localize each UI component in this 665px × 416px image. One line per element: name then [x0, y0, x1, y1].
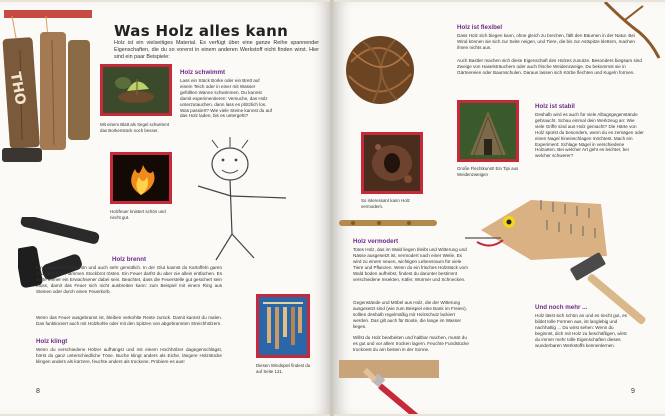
branch-illustration: [595, 2, 665, 62]
text-flexibel-2: Auch Bastler machen sich diese Eigenschaft des Holzes zunutze. Besonders biegsam sind Zweige von Haselsträuchern oder auch frische Weidenzweige. Du bekommst sie in Gärtnereien oder Baumschulen. Daraus lassen sich Körbe flechten und Kugeln formen.: [457, 58, 642, 75]
text-vermodert-3: Willst du Holz bearbeiten und haltbar machen, musst du es gut und vor allem trocken lagern. Feuchte Fundstücke trocknest du am besten in der Sonne.: [353, 335, 469, 352]
caption-windspiel: Diesen Windspiel findest du auf Seite 121.: [256, 363, 311, 374]
heading-stabil: Holz ist stabil: [535, 103, 575, 110]
stick-figure-drawing: [190, 134, 300, 264]
text-vermodert-2: Gegenstände und Möbel aus Holz, die der Witterung ausgesetzt sind (wie zum Beispiel eine Bank im Freien), sollten deshalb regelmäßig mit Holzschutz lackiert werden. Das gilt auch für Boote, die lange im Wasser liegen.: [353, 300, 467, 329]
caption-campfire: Holzfeuer knistert schön und riecht gut.: [110, 209, 166, 220]
photo-campfire: [110, 152, 172, 204]
wicker-ball-illustration: [343, 22, 417, 116]
text-brennt-2: Wenn das Feuer ausgebrannt ist, bleiben verkohlte Reste zurück. Damit kannst du malen. Das funktioniert auch mit Holzkohle oder mit den Spitzen von abgebrannten Streichhölzern.: [36, 315, 222, 326]
heading-noch-mehr: Und noch mehr ...: [535, 304, 588, 311]
text-klingt: Wenn du verschiedene Hölzer aufhängst und mit einem Hochhölzer dagegenschlägst, hörst du ganz unterschiedliche Töne. Buche klingt anders als Eiche, längere Holzstücke klingen anders als kürzere, feuchte anders als trockene. Probiere es aus!: [36, 347, 222, 364]
heading-flexibel: Holz ist flexibel: [457, 24, 503, 31]
heading-klingt: Holz klingt: [36, 338, 68, 345]
text-noch-mehr: Holz lässt sich schön an und es riecht gut, es bildet tolle Formen aus, ist langlebig und nachhaltig ... Du wirst sehen: Wenn du beginnst, dich mit Holz zu beschäftigen, wirst du immer mehr tolle Eigenschaften dieses wunderbaren Werkstoffs kennenlernen.: [535, 313, 627, 348]
right-page: [333, 2, 665, 414]
text-flexibel-1: Dass Holz sich biegen kann, ohne gleich zu brechen, fällt den Bäumen in der Natur. Bei Wind können sie sich zur Seite neigen, und Tiere, die bis zur Astspitze klettern, machen ihnen nichts aus.: [457, 33, 635, 50]
text-stabil: Deshalb wird es auch für viele Alltagsgegenstände gebraucht. Schau einmal dein Werkzeug an: Wie viele Griffe sind aus Holz gemacht? Die Härte von Holz spürst du besonders, wenn du es zersägen oder einen Nagel hineinschlagen möchtest. Mach ein Experiment: Schlage Nägel in verschiedene Holzarten. Bei welcher Art geht es leichter, bei welcher schwerer?: [535, 112, 644, 159]
wooden-sign-illustration: [2, 10, 98, 180]
intro-text: Holz ist ein vielseitiges Material. Es verfügt über eine ganze Reihe spannender Eigenschaften, die du so vorerst in einem anderen Werkstoff nicht finden wirst. Hier sind ein paar Beispiele:: [114, 40, 319, 60]
caption-willow-tipi: Große Flechtkunst! Ein Tipi aus Weidenzweigen: [457, 166, 519, 177]
heading-schwimmt: Holz schwimmt: [180, 69, 226, 76]
text-schwimmt: Lass ein Stück Borke oder ein Brett auf einem Teich oder in einer mit Wasser gefüllten Wanne schwimmen. Du kannst damit experimentieren: Versuche, das Holz unterzutauchen, dann lass es plötzlich los. Was passiert? Wie viele Steine kannst du auf das Holz laden, bis es untergeht?: [180, 78, 273, 119]
photo-windspiel: [256, 294, 310, 358]
text-vermodert-1: Totes Holz, das im Wald liegen bleibt und Witterung und Nässe ausgesetzt ist, vermodert nach einer Weile. Es wird zu einem neuen, wichtigen Lebensraum für viele Tiere und Pflanzen. Wenn du ein frisches Holzstück vom Wald boden aufhebst, findest du darunter bestimmt verschiedene Insekten, Käfer, Würmer und Schnecken.: [353, 247, 468, 282]
page-number-right: 9: [631, 388, 635, 395]
heading-vermodert: Holz vermodert: [353, 238, 399, 245]
sign-text: THO: [6, 70, 29, 107]
heading-brennt: Holz brennt: [112, 256, 147, 263]
paintbrush-illustration: [339, 354, 449, 414]
photo-bark-boat: [100, 64, 172, 116]
photo-rotten-wood: [361, 132, 423, 194]
wood-sign-svg: [2, 10, 98, 180]
page-number-left: 8: [36, 388, 40, 395]
photo-willow-tipi: [457, 100, 519, 162]
caption-bark-boat: Mit einem Blatt als Segel schwimmt das Borkenstück noch besser.: [100, 122, 170, 133]
caption-rotten-wood: So interessant kann Holz vermodern.: [361, 198, 410, 209]
text-brennt-1: Ein Lagerfeuer ist schön und auch sehr gemütlich. In der Glut kannst du Kartoffeln garen und über den Flammen Stockbrot rösten. Ein Feuer darfst du aber nie allein entfachen. Es sollte immer ein Erwachsener dabei sein. Beachtet, dass die Feuerstelle gut gesichert sein muss, damit das Feuer sich nicht ausbreiten kann: zum Beispiel mit einem Ring aus Steinen oder durch einen Feuerkorb.: [36, 265, 222, 294]
page-title: Was Holz alles kann: [114, 22, 289, 40]
left-page: [0, 2, 331, 414]
stick-illustration: [339, 216, 439, 230]
